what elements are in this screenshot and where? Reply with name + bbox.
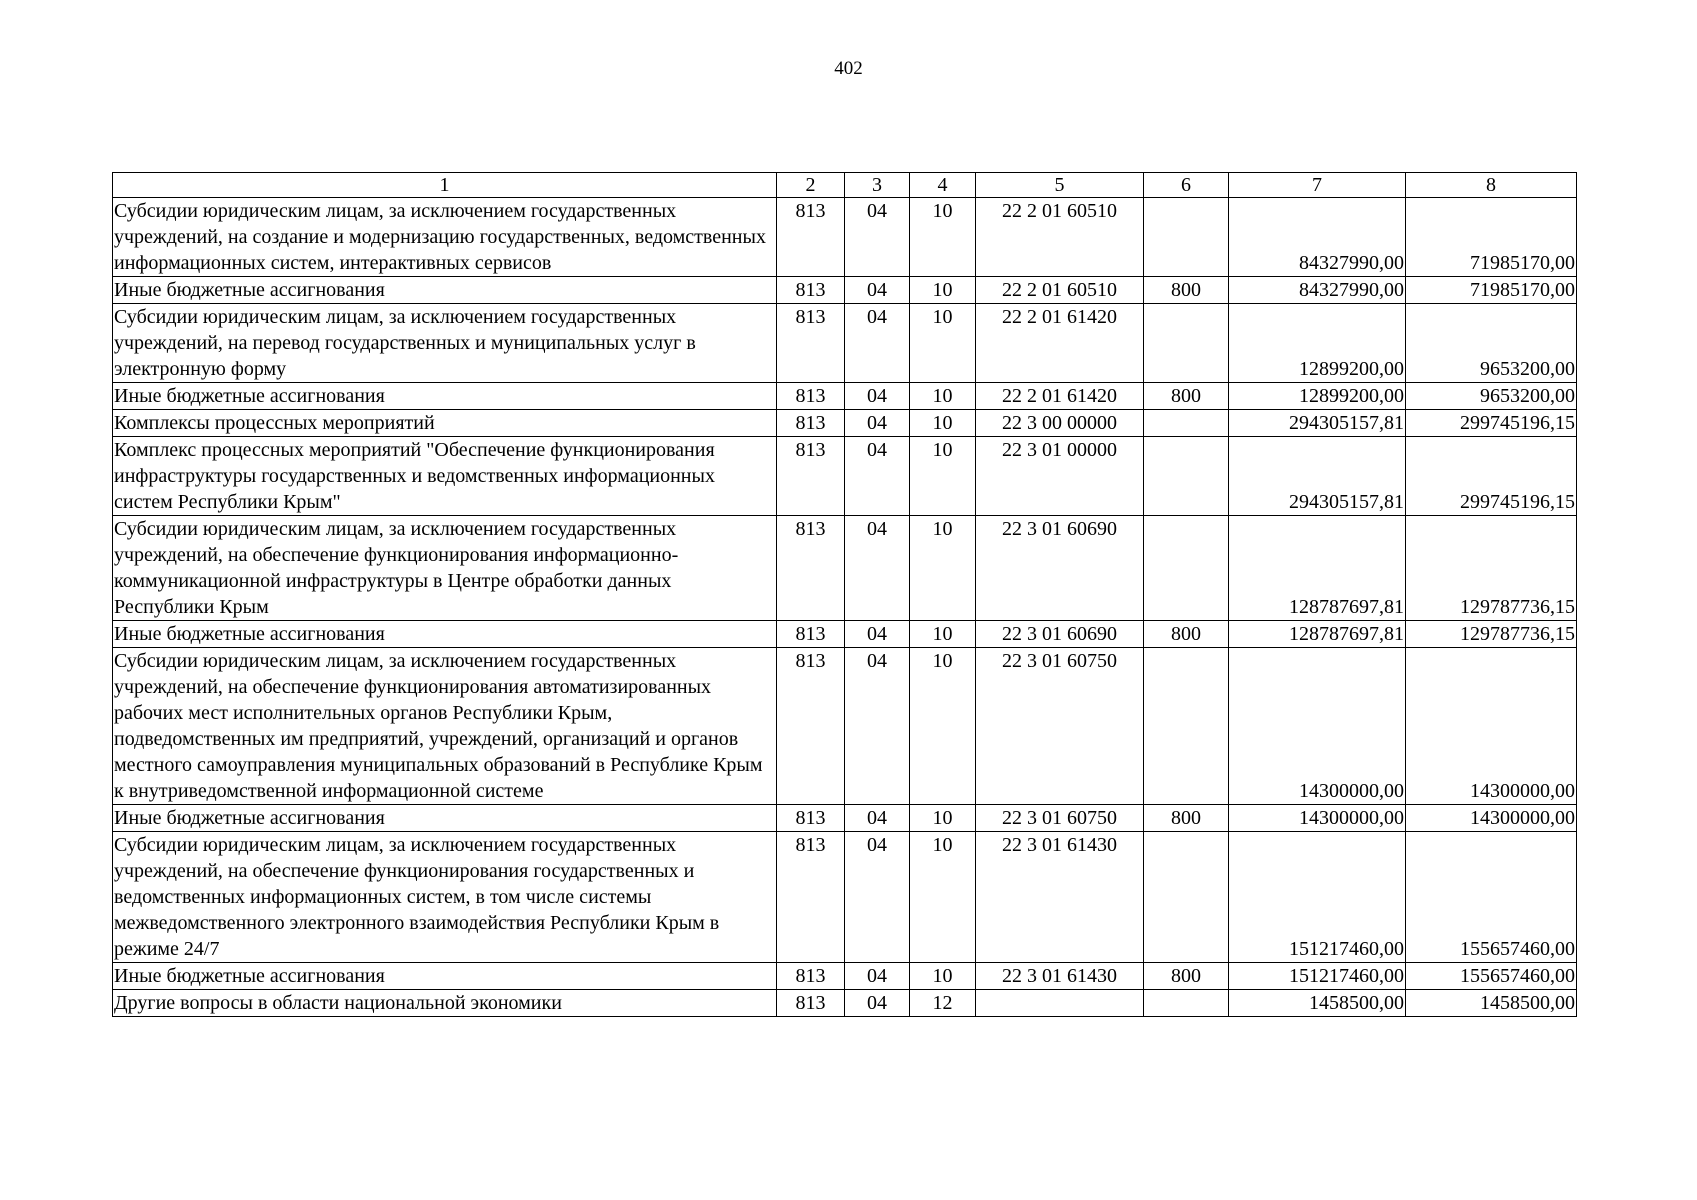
row-name-cell: Иные бюджетные ассигнования [113,621,777,648]
row-section-cell: 04 [845,805,910,832]
row-target-article-cell: 22 2 01 61420 [976,383,1144,410]
column-header: 3 [845,173,910,198]
row-name-cell: Субсидии юридическим лицам, за исключением государственных учреждений, на обеспечение функционирования автоматизированных рабочих мест исполнительных органов Республики Крым, подведомственных им предприятий, учреждений, организаций и органов местного самоуправления муниципальных образований в Республике Крым к внутриведомственной информационной системе [113,648,777,805]
row-target-article-cell: 22 2 01 61420 [976,304,1144,383]
row-amount-year2-cell: 299745196,15 [1406,437,1577,516]
row-amount-year1-cell: 128787697,81 [1229,621,1406,648]
table-row [113,832,1577,963]
row-name-cell: Субсидии юридическим лицам, за исключением государственных учреждений, на перевод государственных и муниципальных услуг в электронную форму [113,304,777,383]
row-amount-year1-cell: 12899200,00 [1229,304,1406,383]
row-subsection-cell: 10 [910,832,976,963]
row-subsection-cell: 10 [910,410,976,437]
row-code-cell: 813 [777,383,845,410]
row-code-cell: 813 [777,648,845,805]
row-section-cell: 04 [845,963,910,990]
table-row [113,648,1577,805]
row-expense-type-cell: 800 [1144,963,1229,990]
row-amount-year2-cell: 9653200,00 [1406,304,1577,383]
row-section-cell: 04 [845,277,910,304]
row-expense-type-cell: 800 [1144,277,1229,304]
row-name-cell: Комплексы процессных мероприятий [113,410,777,437]
row-subsection-cell: 10 [910,304,976,383]
row-section-cell: 04 [845,516,910,621]
row-code-cell: 813 [777,516,845,621]
row-section-cell: 04 [845,437,910,516]
row-section-cell: 04 [845,198,910,277]
row-amount-year1-cell: 151217460,00 [1229,832,1406,963]
row-name-cell: Субсидии юридическим лицам, за исключением государственных учреждений, на создание и модернизацию государственных, ведомственных информационных систем, интерактивных сервисов [113,198,777,277]
row-expense-type-cell [1144,198,1229,277]
row-amount-year1-cell: 128787697,81 [1229,516,1406,621]
table-row [113,805,1577,832]
table-row [113,963,1577,990]
row-amount-year1-cell: 151217460,00 [1229,963,1406,990]
table-row [113,304,1577,383]
column-header: 1 [113,173,777,198]
row-code-cell: 813 [777,805,845,832]
row-target-article-cell: 22 3 01 61430 [976,832,1144,963]
row-section-cell: 04 [845,383,910,410]
row-target-article-cell: 22 3 01 60690 [976,621,1144,648]
row-name-cell: Иные бюджетные ассигнования [113,963,777,990]
row-subsection-cell: 10 [910,277,976,304]
column-header: 8 [1406,173,1577,198]
row-name-cell: Другие вопросы в области национальной экономики [113,990,777,1017]
row-amount-year1-cell: 294305157,81 [1229,437,1406,516]
column-header-row [113,173,1577,198]
row-subsection-cell: 10 [910,805,976,832]
row-target-article-cell: 22 3 01 60750 [976,648,1144,805]
row-section-cell: 04 [845,410,910,437]
table-row [113,410,1577,437]
row-expense-type-cell [1144,990,1229,1017]
row-amount-year1-cell: 294305157,81 [1229,410,1406,437]
row-expense-type-cell [1144,516,1229,621]
row-amount-year2-cell: 14300000,00 [1406,648,1577,805]
row-code-cell: 813 [777,277,845,304]
row-expense-type-cell: 800 [1144,805,1229,832]
row-expense-type-cell [1144,437,1229,516]
table-row [113,437,1577,516]
table-row [113,621,1577,648]
row-subsection-cell: 10 [910,648,976,805]
row-expense-type-cell: 800 [1144,383,1229,410]
row-code-cell: 813 [777,621,845,648]
row-subsection-cell: 10 [910,963,976,990]
row-target-article-cell: 22 3 01 60690 [976,516,1144,621]
column-header: 6 [1144,173,1229,198]
row-section-cell: 04 [845,648,910,805]
row-subsection-cell: 10 [910,516,976,621]
row-subsection-cell: 10 [910,621,976,648]
row-amount-year2-cell: 9653200,00 [1406,383,1577,410]
table-row [113,198,1577,277]
row-amount-year1-cell: 84327990,00 [1229,198,1406,277]
row-amount-year2-cell: 155657460,00 [1406,963,1577,990]
row-amount-year1-cell: 14300000,00 [1229,648,1406,805]
row-name-cell: Иные бюджетные ассигнования [113,383,777,410]
column-header: 7 [1229,173,1406,198]
row-name-cell: Иные бюджетные ассигнования [113,277,777,304]
row-section-cell: 04 [845,990,910,1017]
row-amount-year2-cell: 1458500,00 [1406,990,1577,1017]
row-code-cell: 813 [777,304,845,383]
row-target-article-cell: 22 3 01 61430 [976,963,1144,990]
row-target-article-cell: 22 3 01 00000 [976,437,1144,516]
row-section-cell: 04 [845,621,910,648]
row-expense-type-cell [1144,304,1229,383]
row-amount-year1-cell: 14300000,00 [1229,805,1406,832]
table-row [113,277,1577,304]
row-code-cell: 813 [777,990,845,1017]
row-subsection-cell: 10 [910,198,976,277]
table-row [113,516,1577,621]
row-code-cell: 813 [777,198,845,277]
row-amount-year2-cell: 129787736,15 [1406,621,1577,648]
row-name-cell: Иные бюджетные ассигнования [113,805,777,832]
row-expense-type-cell [1144,648,1229,805]
row-amount-year1-cell: 1458500,00 [1229,990,1406,1017]
row-code-cell: 813 [777,963,845,990]
row-amount-year1-cell: 12899200,00 [1229,383,1406,410]
row-amount-year2-cell: 71985170,00 [1406,277,1577,304]
column-header: 4 [910,173,976,198]
row-amount-year2-cell: 14300000,00 [1406,805,1577,832]
row-target-article-cell: 22 2 01 60510 [976,277,1144,304]
row-name-cell: Субсидии юридическим лицам, за исключением государственных учреждений, на обеспечение функционирования государственных и ведомственных информационных систем, в том числе системы межведомственного электронного взаимодействия Республики Крым в режиме 24/7 [113,832,777,963]
row-subsection-cell: 10 [910,437,976,516]
column-header: 5 [976,173,1144,198]
row-target-article-cell: 22 3 01 60750 [976,805,1144,832]
budget-table [112,172,1577,1017]
row-target-article-cell [976,990,1144,1017]
table-row [113,990,1577,1017]
page-number: 402 [834,58,863,79]
column-header: 2 [777,173,845,198]
row-code-cell: 813 [777,410,845,437]
row-amount-year2-cell: 71985170,00 [1406,198,1577,277]
row-code-cell: 813 [777,437,845,516]
row-name-cell: Субсидии юридическим лицам, за исключением государственных учреждений, на обеспечение функционирования информационно-коммуникационной инфраструктуры в Центре обработки данных Республики Крым [113,516,777,621]
row-expense-type-cell: 800 [1144,621,1229,648]
row-subsection-cell: 10 [910,383,976,410]
table-body [113,173,1577,1017]
row-amount-year2-cell: 155657460,00 [1406,832,1577,963]
table-row [113,383,1577,410]
row-name-cell: Комплекс процессных мероприятий "Обеспечение функционирования инфраструктуры государственных и ведомственных информационных систем Республики Крым" [113,437,777,516]
row-amount-year2-cell: 299745196,15 [1406,410,1577,437]
row-code-cell: 813 [777,832,845,963]
row-amount-year1-cell: 84327990,00 [1229,277,1406,304]
row-target-article-cell: 22 3 00 00000 [976,410,1144,437]
row-target-article-cell: 22 2 01 60510 [976,198,1144,277]
row-subsection-cell: 12 [910,990,976,1017]
row-section-cell: 04 [845,832,910,963]
row-expense-type-cell [1144,832,1229,963]
row-section-cell: 04 [845,304,910,383]
row-expense-type-cell [1144,410,1229,437]
row-amount-year2-cell: 129787736,15 [1406,516,1577,621]
